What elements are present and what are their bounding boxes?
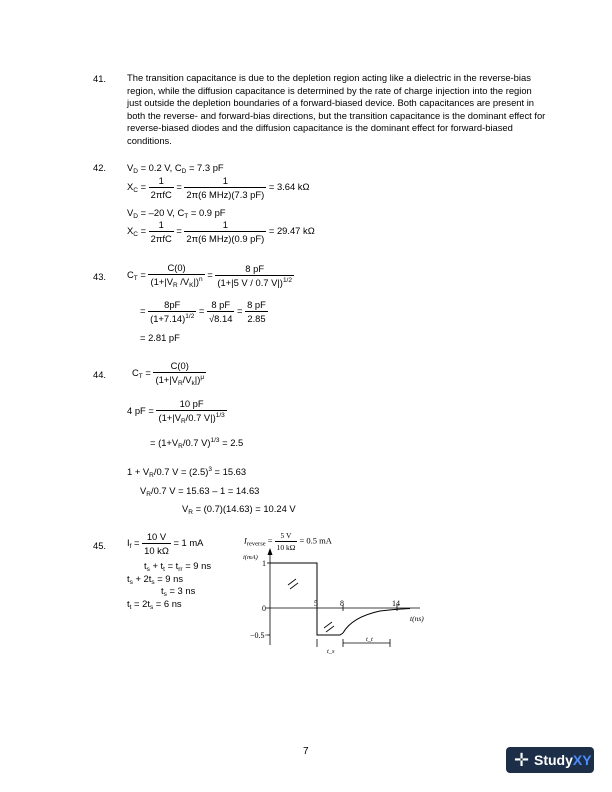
x-tick-8: 8 bbox=[340, 599, 344, 608]
p45-line5: $t_t = 2t_s = 6$ ns bbox=[127, 598, 182, 611]
p43-line2: = $\frac{8pF}{(1+7.14)^{1/2}}$ = $\frac{8 pF}{√8.14}$ = $\frac{8 pF}{2.85}$ bbox=[140, 299, 266, 324]
reverse-recovery-graph bbox=[240, 545, 440, 655]
y-axis-arrow bbox=[268, 548, 273, 555]
p44-line2: 4 pF = $\frac{10 pF}{(1+|V_R/0.7 V|)^{1/3}}$ bbox=[127, 398, 225, 425]
x-tick-14: 14 bbox=[392, 599, 400, 608]
p42-line3: $V_D = -20$ V, $C_T = 0.9$ pF bbox=[127, 207, 226, 220]
p43-line1: $C_T$ = $\frac{C(0)}{(1+|V_R /V_K|)^n}$ = $\frac{8 pF}{(1+|5 V / 0.7 V|)^{1/2}}$ bbox=[127, 262, 292, 289]
p44-line1: $C_T$ = $\frac{C(0)}{(1+|V_R/V_k|)^\mu}$ bbox=[132, 360, 205, 387]
p44-line6: $V_R = (0.7)(14.63) = 10.24$ V bbox=[182, 503, 296, 516]
hatch-positive bbox=[288, 579, 296, 585]
p44-line3: = ($1+V_R/0.7$ V)$^{1/3}$ = 2.5 bbox=[150, 437, 244, 450]
tt-label: t_t bbox=[366, 636, 373, 643]
hatch-negative bbox=[326, 626, 334, 632]
x-tick-5: 5 bbox=[314, 599, 318, 608]
y-tick-0: 0 bbox=[262, 604, 266, 613]
graph-reverse-label: $I_{reverse}$ = $\frac{5 V}{10 k\Omega}$ = 0.5 mA bbox=[244, 531, 332, 552]
ts-label: t_s bbox=[327, 648, 335, 655]
p44-line5: $V_R/0.7$ V = 15.63 – 1 = 14.63 bbox=[140, 485, 260, 498]
transition-decay-curve bbox=[343, 609, 410, 634]
y-tick-neg: −0.5 bbox=[250, 631, 265, 640]
p43-result: = 2.81 pF bbox=[140, 332, 180, 343]
p44-line4: $1 + V_R/0.7$ $V = (2.5)^3 = 15.63$ bbox=[127, 466, 247, 479]
plus-icon: ✛ bbox=[514, 750, 530, 770]
p42-line1: $V_D = 0.2$ V, $C_D = 7.3$ pF bbox=[127, 162, 224, 175]
problem-44-number: 44. bbox=[93, 369, 107, 380]
brand-text: StudyXY bbox=[534, 752, 592, 768]
p45-line3: $t_s + 2t_s = 9$ ns bbox=[127, 573, 184, 586]
problem-42-number: 42. bbox=[93, 162, 107, 173]
hatch-positive bbox=[290, 583, 298, 589]
studyxy-badge[interactable] bbox=[506, 747, 594, 773]
p45-line1: $I_f$ = $\frac{10 V}{10 k\Omega}$ = 1 mA bbox=[127, 531, 204, 556]
current-waveform bbox=[270, 563, 343, 635]
p42-line4: $X_C$ = $\frac{1}{\text{2πfC}}$ = $\frac{1}{\text{2π(6 MHz)(0.9 pF)}}$ = 29.47 kΩ bbox=[127, 219, 315, 244]
page-number: 7 bbox=[303, 746, 309, 757]
p45-line4: $t_s = 3$ ns bbox=[161, 585, 196, 598]
problem-43-number: 43. bbox=[93, 271, 107, 282]
problem-41-text: The transition capacitance is due to the depletion region acting like a dielectric in the reverse-bias region, while the diffusion capacitance is determined by the rate of charge injection into the region just outside the depletion boundaries of a forward-biased device. Both capacitances are present in both the reverse- and forward-bias directions, but the transition capacitance is the dominant effect for reverse-biased diodes and the diffusion capacitance is the dominant effect for forward-biased conditions. bbox=[127, 72, 546, 146]
p42-line2: $X_C$ = $\frac{1}{\text{2πfC}}$ = $\frac{1}{\text{2π(6 MHz)(7.3 pF)}}$ = 3.64 kΩ bbox=[127, 175, 310, 200]
x-axis-label: t(ns) bbox=[410, 614, 424, 623]
p45-line2: $t_s + t_t = t_{rr} = 9$ ns bbox=[144, 560, 212, 573]
problem-45-number: 45. bbox=[93, 540, 107, 551]
hatch-negative bbox=[324, 622, 332, 628]
y-axis-label: i(mA) bbox=[243, 554, 258, 561]
y-tick-1: 1 bbox=[262, 559, 266, 568]
problem-41-number: 41. bbox=[93, 73, 107, 84]
